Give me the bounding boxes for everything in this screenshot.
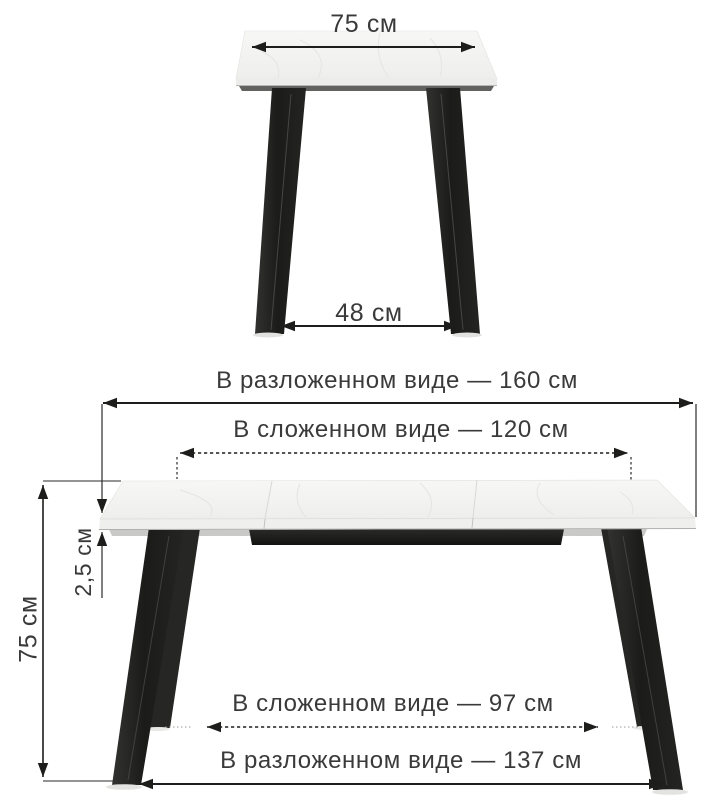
front-left-foot-shadow — [106, 784, 142, 790]
table-apron — [249, 529, 564, 545]
side-view-left-leg — [255, 88, 306, 334]
left-foot-shadow — [253, 333, 283, 338]
front-right-foot-shadow — [652, 789, 688, 795]
folded-feet-spacing-label: В сложенном виде — 97 см — [232, 690, 554, 717]
top-thickness-label: 2,5 см — [69, 527, 96, 597]
side-view-figure — [236, 31, 497, 338]
height-label: 75 см — [14, 595, 43, 663]
front-view-tabletop — [100, 480, 695, 519]
unfolded-feet-spacing-label: В разложенном виде — 137 см — [220, 747, 582, 774]
right-foot-shadow — [452, 333, 482, 338]
side-feet-spacing-label: 48 см — [335, 299, 403, 327]
unfolded-length-label: В разложенном виде — 160 см — [216, 367, 578, 394]
side-view-right-leg — [426, 88, 480, 334]
side-view-tabletop-edge — [236, 79, 497, 85]
side-top-width-label: 75 см — [330, 10, 398, 38]
folded-length-label: В сложенном виде — 120 см — [233, 416, 569, 443]
front-view-figure — [43, 403, 696, 795]
